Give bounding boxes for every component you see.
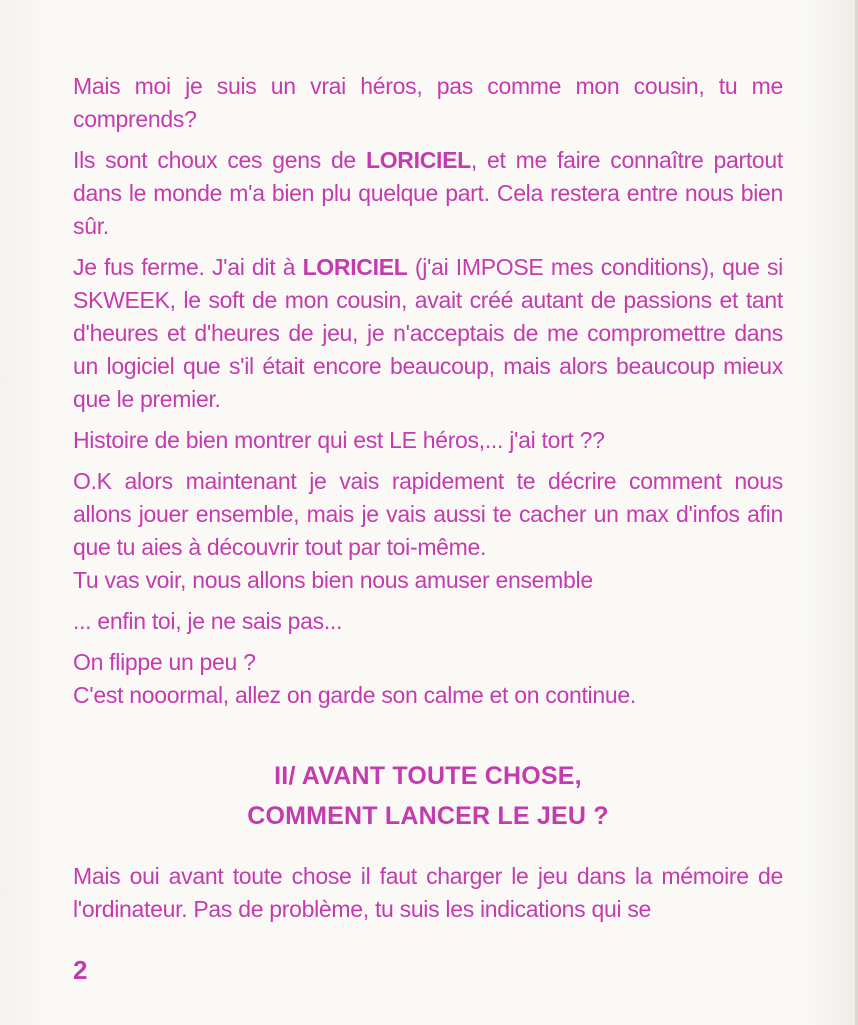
paragraph-text: Ils sont choux ces gens de [73,147,366,173]
paragraph [73,144,783,243]
paragraph-text: Histoire de bien montrer qui est LE héros,... j'ai tort ?? [73,427,605,453]
paragraph [73,564,783,597]
section-heading-line-1: II/ AVANT TOUTE CHOSE, [274,762,582,790]
paragraph [73,860,783,926]
paragraph-text: O.K alors maintenant je vais rapidement te décrire comment nous allons jouer ensemble, mais je vais aussi te cacher un max d'infos afin que tu aies à découvrir tout par toi-même. [73,468,783,560]
paragraph [73,70,783,136]
paragraph-text: , et me faire connaître partout dans le monde m'a bien plu quelque part. Cela restera entre nous bien sûr. [73,147,784,239]
paragraph [73,251,783,416]
paragraph [73,424,783,457]
paragraph-text: Tu vas voir, nous allons bien nous amuser ensemble [73,567,593,593]
paragraph-text: C'est nooormal, allez on garde son calme et on continue. [73,682,636,708]
section-heading [73,756,783,836]
paragraphs-bottom [73,860,783,926]
paragraph [73,605,783,638]
paragraph-text: On flippe un peu ? [73,649,256,675]
brand-name: LORICIEL [302,254,408,280]
paragraph-text: Je fus ferme. J'ai dit à [73,254,303,280]
paragraph-text: (j'ai IMPOSE mes conditions), que si SKWEEK, le soft de mon cousin, avait créé autant de passions et tant d'heures et d'heures de jeu, je n'acceptais de me compromettre dans un logiciel que s'il était encore beaucoup, mais alors beaucoup mieux que le premier. [73,254,783,412]
paragraph [73,679,783,712]
paragraph-text: ... enfin toi, je ne sais pas... [73,608,343,634]
paragraph-text: Mais moi je suis un vrai héros, pas comme mon cousin, tu me comprends? [73,73,783,132]
paragraph [73,465,783,564]
manual-text-body [73,70,783,934]
page-number: 2 [73,955,88,985]
brand-name: LORICIEL [365,147,471,173]
paragraph-text: Mais oui avant toute chose il faut charger le jeu dans la mémoire de l'ordinateur. Pas de problème, tu suis les indications qui se [73,863,783,922]
paragraph [73,646,783,679]
paragraphs-top [73,70,783,712]
section-heading-line-2: COMMENT LANCER LE JEU ? [247,802,609,830]
